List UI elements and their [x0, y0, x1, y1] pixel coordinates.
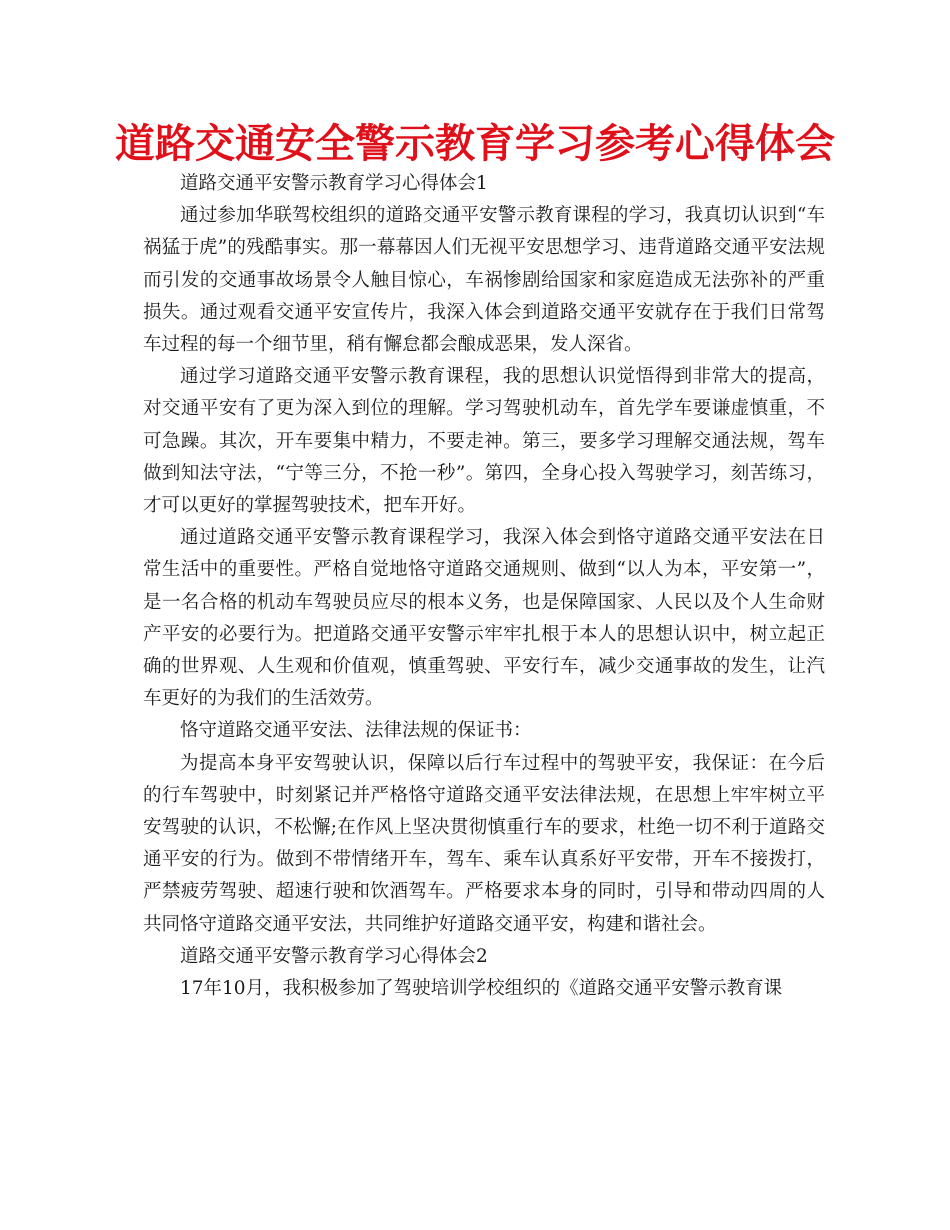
paragraph: 17年10月，我积极参加了驾驶培训学校组织的《道路交通平安警示教育课 — [180, 978, 783, 1000]
pledge-heading: 恪守道路交通平安法、法律法规的保证书： — [180, 720, 532, 742]
section-heading-1: 道路交通平安警示教育学习心得体会1 — [180, 173, 488, 194]
paragraph: 通过学习道路交通平安警示教育课程，我的思想认识觉悟得到非常大的提高，对交通平安有了更为深入到位的理解。学习驾驶机动车，首先学车要谦虚慎重，不可急躁。其次，开车要集中精力，不要走神。第三，要多学习理解交通法规，驾车做到知法守法，“宁等三分，不抢一秒”。第四，全身心投入驾驶学习，刻苦练习，才可以更好的掌握驾驶技术，把车开好。 — [143, 366, 825, 517]
paragraph: 为提高本身平安驾驶认识，保障以后行车过程中的驾驶平安，我保证：在今后的行车驾驶中，时刻紧记并严格恪守道路交通平安法律法规，在思想上牢牢树立平安驾驶的认识，不松懈;在作风上坚决贯彻慎重行车的要求，杜绝一切不利于道路交通平安的行为。做到不带情绪开车，驾车、乘车认真系好平安带，开车不接拨打，严禁疲劳驾驶、超速行驶和饮酒驾车。严格要求本身的同时，引导和带动四周的人共同恪守道路交通平安法，共同维护好道路交通平安，构建和谐社会。 — [143, 752, 825, 935]
document-title: 道路交通安全警示教育学习参考心得体会 — [115, 120, 835, 167]
paragraph: 通过道路交通平安警示教育课程学习，我深入体会到恪守道路交通平安法在日常生活中的重要性。严格自觉地恪守道路交通规则、做到“以人为本，平安第一”，是一名合格的机动车驾驶员应尽的根本义务，也是保障国家、人民以及个人生命财产平安的必要行为。把道路交通平安警示牢牢扎根于本人的思想认识中，树立起正确的世界观、人生观和价值观，慎重驾驶、平安行车，减少交通事故的发生，让汽车更好的为我们的生活效劳。 — [143, 527, 825, 710]
document-body — [143, 168, 825, 1005]
section-heading-2: 道路交通平安警示教育学习心得体会2 — [180, 945, 488, 967]
paragraph: 通过参加华联驾校组织的道路交通平安警示教育课程的学习，我真切认识到“车祸猛于虎”的残酷事实。那一幕幕因人们无视平安思想学习、违背道路交通平安法规而引发的交通事故场景令人触目惊心，车祸惨剧给国家和家庭造成无法弥补的严重损失。通过观看交通平安宣传片，我深入体会到道路交通平安就存在于我们日常驾车过程的每一个细节里，稍有懈怠都会酿成恶果，发人深省。 — [143, 205, 825, 356]
